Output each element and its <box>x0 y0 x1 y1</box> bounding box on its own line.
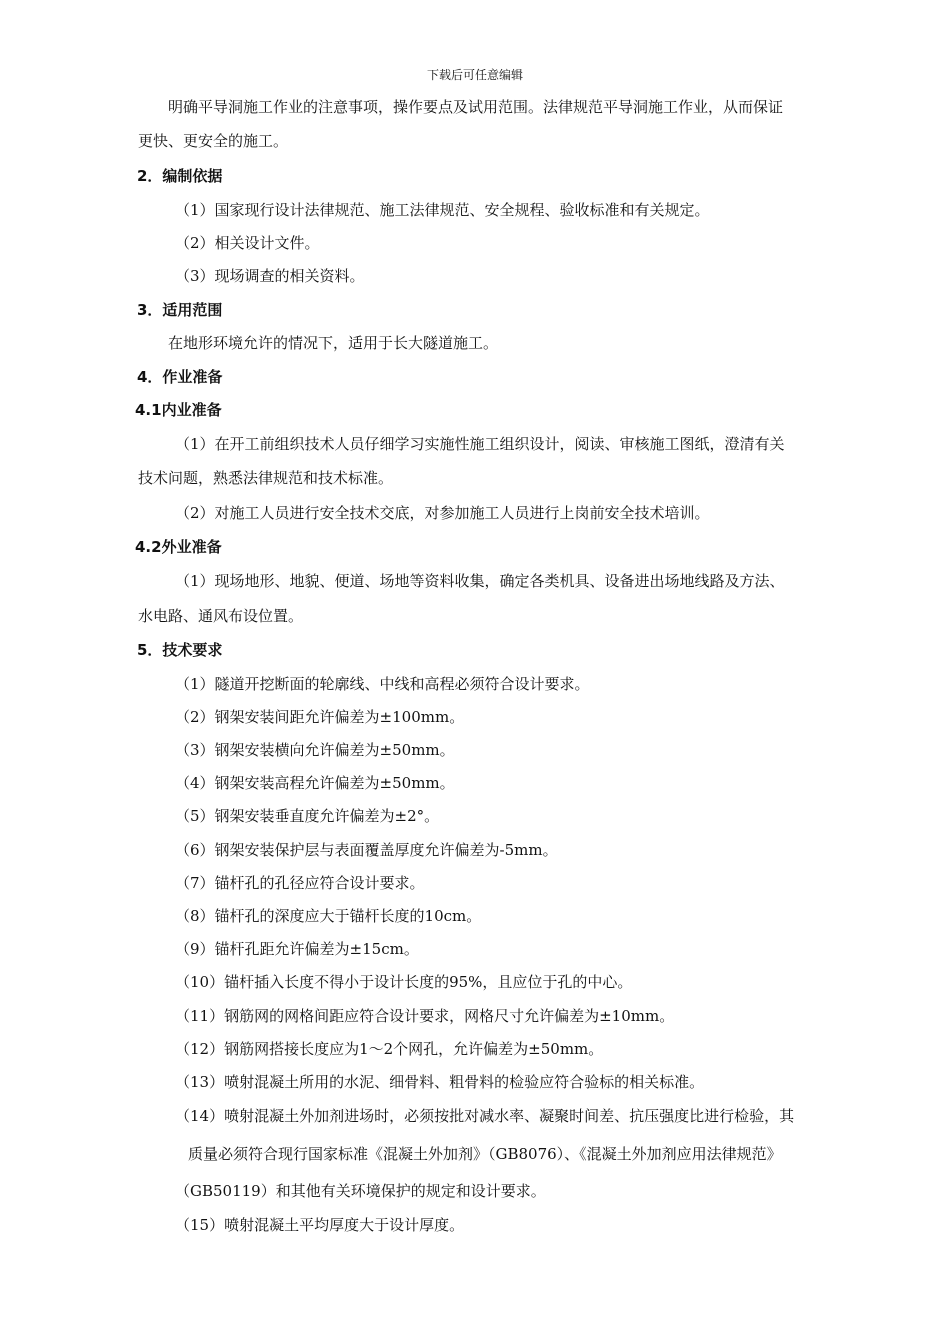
section-3-text: 在地形环境允许的情况下，适用于长大隧道施工。 <box>168 334 499 352</box>
section-5-item-15: （15）喷射混凝土平均厚度大于设计厚度。 <box>175 1216 465 1234</box>
section-5-item-4: （4）钢架安装高程允许偏差为±50mm。 <box>175 774 455 792</box>
section-5-item-5: （5）钢架安装垂直度允许偏差为±2°。 <box>175 807 440 825</box>
section-4-1-item-1-line-2: 技术问题，熟悉法律规范和技术标准。 <box>138 469 394 487</box>
section-5-item-14-line-3: （GB50119）和其他有关环境保护的规定和设计要求。 <box>175 1182 546 1200</box>
section-5-title: 5．技术要求 <box>137 641 223 659</box>
section-2-title: 2．编制依据 <box>137 167 223 185</box>
section-4-1-item-1-line-1: （1）在开工前组织技术人员仔细学习实施性施工组织设计，阅读、审核施工图纸，澄清有关 <box>175 435 785 453</box>
section-4-2-item-1-line-2: 水电路、通风布设位置。 <box>138 607 304 625</box>
section-5-item-12: （12）钢筋网搭接长度应为1～2个网孔，允许偏差为±50mm。 <box>175 1040 604 1058</box>
section-5-item-3: （3）钢架安装横向允许偏差为±50mm。 <box>175 741 455 759</box>
section-5-item-11: （11）钢筋网的网格间距应符合设计要求，网格尺寸允许偏差为±10mm。 <box>175 1007 675 1025</box>
section-5-item-13: （13）喷射混凝土所用的水泥、细骨料、粗骨料的检验应符合验标的相关标准。 <box>175 1073 705 1091</box>
section-4-1-item-2: （2）对施工人员进行安全技术交底，对参加施工人员进行上岗前安全技术培训。 <box>175 504 710 522</box>
section-2-item-3: （3）现场调查的相关资料。 <box>175 267 365 285</box>
section-5-item-8: （8）锚杆孔的深度应大于锚杆长度的10cm。 <box>175 907 482 925</box>
section-5-item-7: （7）锚杆孔的孔径应符合设计要求。 <box>175 874 425 892</box>
intro-line-2: 更快、更安全的施工。 <box>138 132 289 150</box>
section-5-item-10: （10）锚杆插入长度不得小于设计长度的95%，且应位于孔的中心。 <box>175 973 633 991</box>
intro-line-1: 明确平导洞施工作业的注意事项，操作要点及试用范围。法律规范平导洞施工作业，从而保证 <box>168 98 784 116</box>
section-4-2-item-1-line-1: （1）现场地形、地貌、便道、场地等资料收集，确定各类机具、设备进出场地线路及方法、 <box>175 572 785 590</box>
section-4-title: 4．作业准备 <box>137 368 223 386</box>
section-3-title: 3．适用范围 <box>137 301 223 319</box>
section-5-item-6: （6）钢架安装保护层与表面覆盖厚度允许偏差为-5mm。 <box>175 841 558 859</box>
section-5-item-14-line-2: 质量必须符合现行国家标准《混凝土外加剂》（GB8076）、《混凝土外加剂应用法律规范》 <box>188 1145 782 1163</box>
section-2-item-2: （2）相关设计文件。 <box>175 234 320 252</box>
page-header: 下载后可任意编辑 <box>426 68 523 82</box>
section-4-2-title: 4.2外业准备 <box>135 538 222 556</box>
section-5-item-2: （2）钢架安装间距允许偏差为±100mm。 <box>175 708 465 726</box>
section-5-item-9: （9）锚杆孔距允许偏差为±15cm。 <box>175 940 419 958</box>
section-5-item-14-line-1: （14）喷射混凝土外加剂进场时，必须按批对减水率、凝聚时间差、抗压强度比进行检验，其 <box>175 1107 795 1125</box>
section-4-1-title: 4.1内业准备 <box>135 401 222 419</box>
section-5-item-1: （1）隧道开挖断面的轮廓线、中线和高程必须符合设计要求。 <box>175 675 590 693</box>
section-2-item-1: （1）国家现行设计法律规范、施工法律规范、安全规程、验收标准和有关规定。 <box>175 201 710 219</box>
